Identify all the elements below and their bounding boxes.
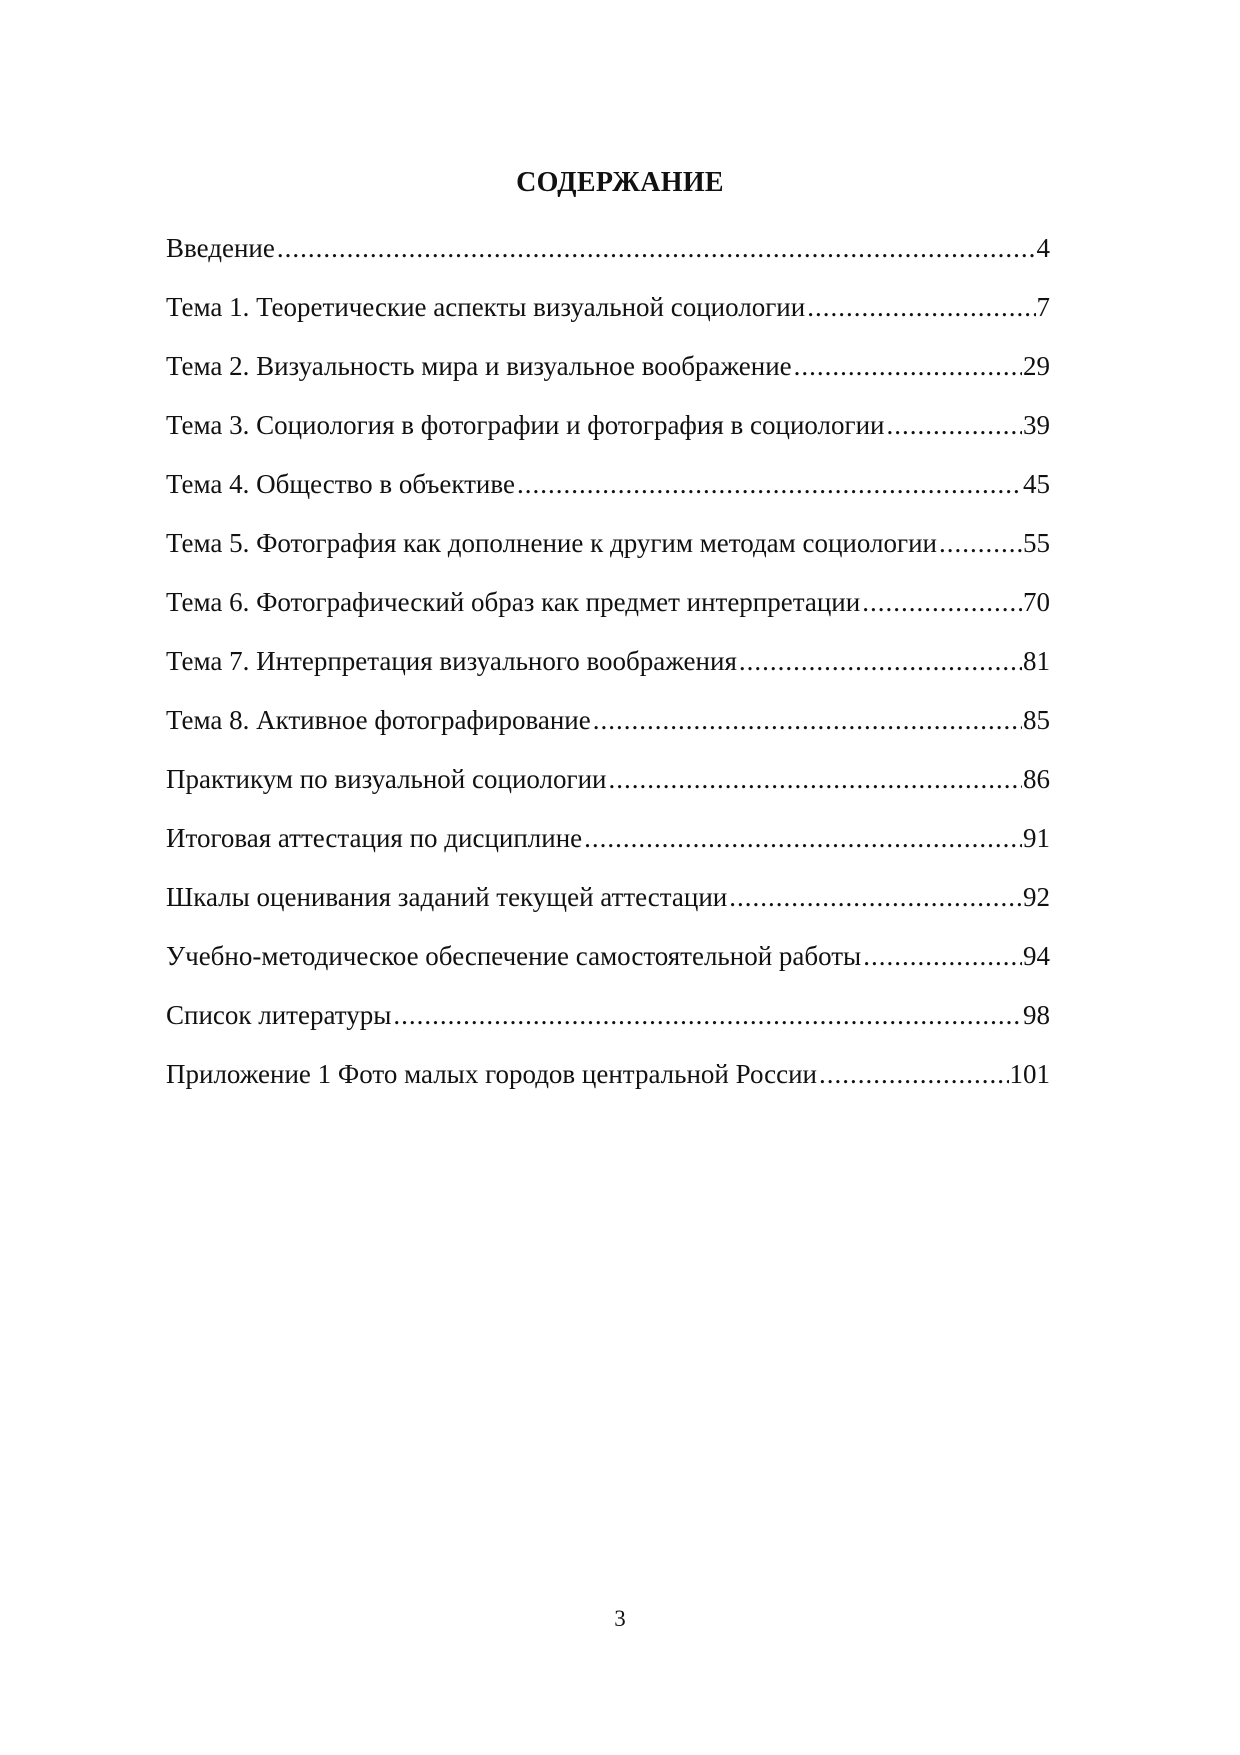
toc-entry-page: 85	[1023, 705, 1050, 735]
page-number: 3	[614, 1606, 626, 1631]
toc-entry-topic-4[interactable]	[166, 464, 1050, 523]
toc-entry-practicum[interactable]	[166, 759, 1050, 818]
toc-dot-leader	[807, 287, 1035, 327]
toc-entry-label: Введение	[166, 233, 275, 263]
toc-entry-page: 45	[1023, 469, 1050, 499]
toc-entry-page: 29	[1023, 351, 1050, 381]
toc-entry-label: Приложение 1 Фото малых городов центральной России	[166, 1059, 817, 1089]
toc-entry-page: 94	[1023, 941, 1050, 971]
toc-entry-label: Тема 5. Фотография как дополнение к другим методам социологии	[166, 528, 937, 558]
toc-dot-leader	[593, 700, 1022, 740]
toc-entry-topic-2[interactable]	[166, 346, 1050, 405]
toc-entry-label: Список литературы	[166, 1000, 392, 1030]
toc-entry-label: Тема 3. Социология в фотографии и фотография в социологии	[166, 410, 885, 440]
toc-entry-label: Учебно-методическое обеспечение самостоятельной работы	[166, 941, 862, 971]
toc-entry-topic-3[interactable]	[166, 405, 1050, 464]
toc-dot-leader	[939, 523, 1022, 563]
toc-entry-methodological-support[interactable]	[166, 936, 1050, 995]
toc-entry-introduction[interactable]	[166, 228, 1050, 287]
toc-entry-label: Тема 2. Визуальность мира и визуальное воображение	[166, 351, 792, 381]
toc-entry-label: Итоговая аттестация по дисциплине	[166, 823, 583, 853]
toc-entry-topic-5[interactable]	[166, 523, 1050, 582]
toc-entry-label: Тема 7. Интерпретация визуального воображения	[166, 646, 737, 676]
toc-dot-leader	[794, 346, 1022, 386]
toc-entry-label: Тема 8. Активное фотографирование	[166, 705, 591, 735]
toc-dot-leader	[887, 405, 1022, 445]
page-title: СОДЕРЖАНИЕ	[516, 167, 724, 198]
toc-entry-page: 7	[1036, 292, 1050, 322]
toc-dot-leader	[729, 877, 1022, 917]
toc-entry-page: 92	[1023, 882, 1050, 912]
toc-entry-final-assessment[interactable]	[166, 818, 1050, 877]
toc-entry-page: 81	[1023, 646, 1050, 676]
toc-entry-label: Практикум по визуальной социологии	[166, 764, 607, 794]
toc-entry-page: 4	[1036, 233, 1050, 263]
toc-entry-label: Шкалы оценивания заданий текущей аттестации	[166, 882, 728, 912]
toc-entry-label: Тема 1. Теоретические аспекты визуальной социологии	[166, 292, 806, 322]
toc-dot-leader	[277, 228, 1036, 268]
toc-dot-leader	[393, 995, 1022, 1035]
toc-entry-topic-8[interactable]	[166, 700, 1050, 759]
toc-dot-leader	[863, 936, 1022, 976]
toc-dot-leader	[862, 582, 1022, 622]
toc-entry-page: 98	[1023, 1000, 1050, 1030]
toc-dot-leader	[608, 759, 1022, 799]
toc-dot-leader	[517, 464, 1022, 504]
table-of-contents	[166, 228, 1050, 1113]
toc-entry-page: 55	[1023, 528, 1050, 558]
toc-dot-leader	[584, 818, 1022, 858]
toc-entry-references[interactable]	[166, 995, 1050, 1054]
toc-entry-page: 91	[1023, 823, 1050, 853]
toc-entry-page: 70	[1023, 587, 1050, 617]
toc-entry-page: 101	[1009, 1059, 1050, 1089]
toc-dot-leader	[739, 641, 1022, 681]
toc-entry-page: 86	[1023, 764, 1050, 794]
toc-dot-leader	[819, 1054, 1009, 1094]
toc-entry-topic-1[interactable]	[166, 287, 1050, 346]
toc-entry-grading-scales[interactable]	[166, 877, 1050, 936]
toc-entry-page: 39	[1023, 410, 1050, 440]
toc-entry-topic-7[interactable]	[166, 641, 1050, 700]
toc-entry-appendix-1[interactable]	[166, 1054, 1050, 1113]
toc-entry-topic-6[interactable]	[166, 582, 1050, 641]
toc-entry-label: Тема 6. Фотографический образ как предмет интерпретации	[166, 587, 861, 617]
toc-entry-label: Тема 4. Общество в объективе	[166, 469, 515, 499]
